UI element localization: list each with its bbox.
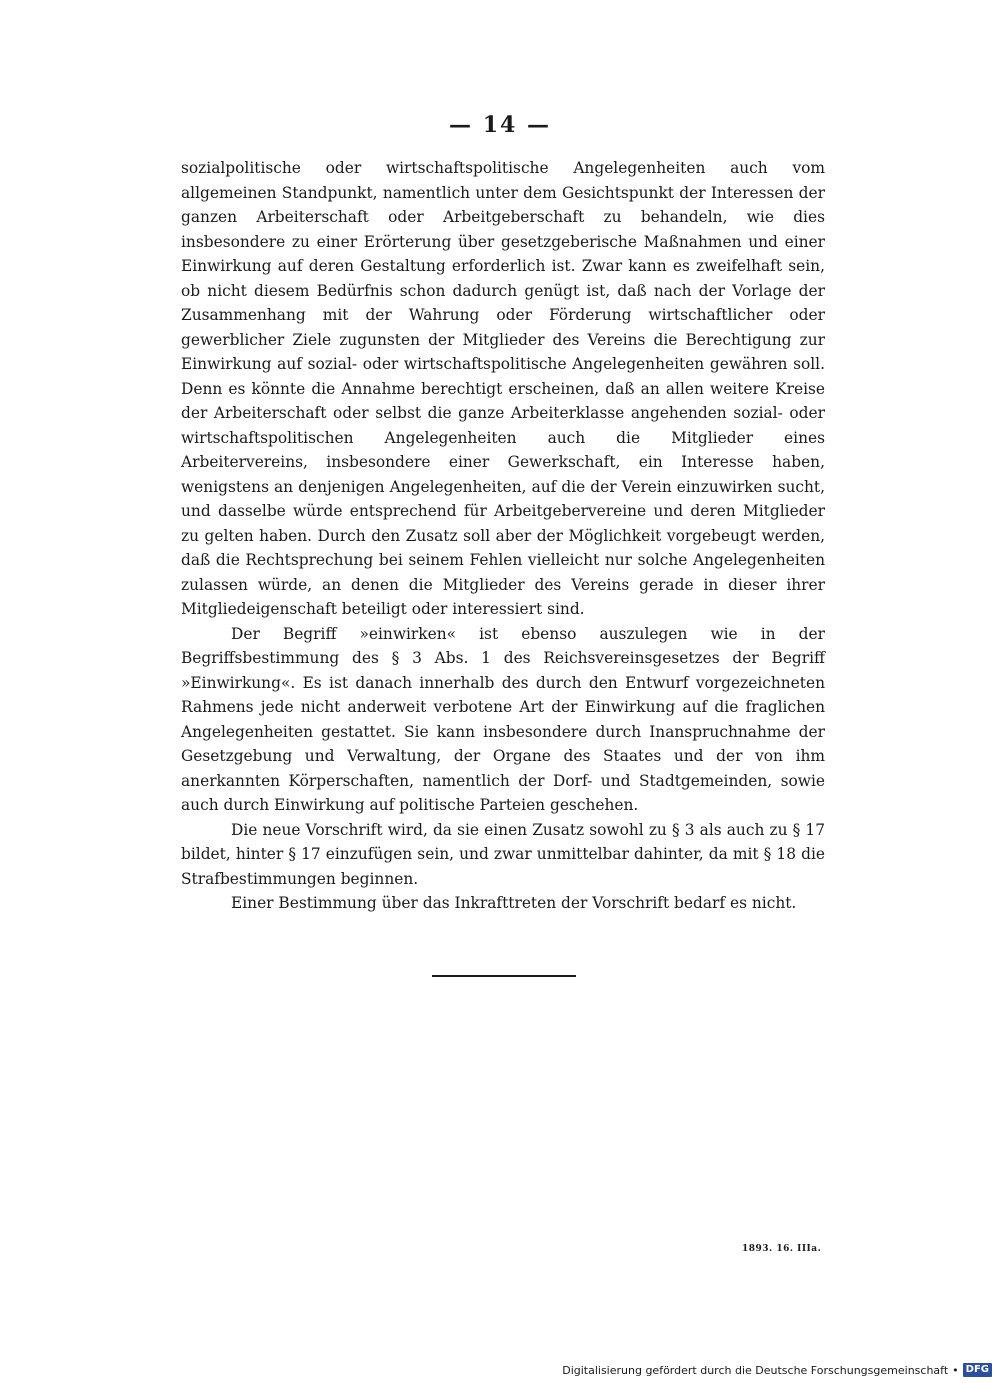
- footer-separator: •: [952, 1363, 959, 1377]
- print-code: 1893. 16. IIIa.: [742, 1244, 822, 1254]
- paragraph-2: Der Begriff »einwirken« ist ebenso auszulegen wie in der Begriffsbestimmung des § 3 Abs. 1 des Reichsvereinsgesetzes der Begriff »Einwirkung«. Es ist danach innerhalb des durch den Entwurf vorgezeichneten Rahmens jede nicht anderweit verbotene Art der Einwirkung auf die fraglichen Angelegenheiten gestattet. Sie kann insbesondere durch Inanspruchnahme der Gesetzgebung und Verwaltung, der Organe des Staates und der von ihm anerkannten Körperschaften, namentlich der Dorf- und Stadtgemeinden, sowie auch durch Einwirkung auf politische Parteien geschehen.: [181, 624, 825, 814]
- paragraph-1: sozialpolitische oder wirtschaftspolitische Angelegenheiten auch vom allgemeinen Standpunkt, namentlich unter dem Gesichtspunkt der Interessen der ganzen Arbeiterschaft oder Arbeitgeberschaft zu behandeln, wie dies insbesondere zu einer Erörterung über gesetzgeberische Maßnahmen und einer Einwirkung auf deren Gestaltung erforderlich ist. Zwar kann es zweifelhaft sein, ob nicht diesem Bedürfnis schon dadurch genügt ist, daß nach der Vorlage der Zusammenhang mit der Wahrung oder Förderung wirtschaftlicher oder gewerblicher Ziele zugunsten der Mitglieder des Vereins die Berechtigung zur Einwirkung auf sozial- oder wirtschaftspolitische Angelegenheiten gewähren soll. Denn es könnte die Annahme berechtigt erscheinen, daß an allen weitere Kreise der Arbeiterschaft oder selbst die ganze Arbeiterklasse angehenden sozial- oder wirtschaftspolitischen Angelegenheiten auch die Mitglieder eines Arbeitervereins, insbesondere einer Gewerkschaft, ein Interesse haben, wenigstens an denjenigen Angelegenheiten, auf die der Verein einzuwirken sucht, und dasselbe würde entsprechend für Arbeitgebervereine und deren Mitglieder zu gelten haben. Durch den Zusatz soll aber der Möglichkeit vorgebeugt werden, daß die Rechtsprechung bei seinem Fehlen vielleicht nur solche Angelegenheiten zulassen würde, an denen die Mitglieder des Vereins gerade in dieser ihrer Mitgliedeigenschaft beteiligt oder interessiert sind.: [181, 159, 825, 618]
- body-text: [181, 156, 825, 916]
- page-number: — 14 —: [449, 112, 551, 138]
- paragraph-4: Einer Bestimmung über das Inkrafttreten der Vorschrift bedarf es nicht.: [231, 894, 797, 912]
- dfg-logo-icon: DFG: [963, 1363, 992, 1377]
- closing-rule: [432, 975, 576, 977]
- paragraph-3: Die neue Vorschrift wird, da sie einen Zusatz sowohl zu § 3 als auch zu § 17 bildet, hinter § 17 einzufügen sein, und zwar unmittelbar dahinter, da mit § 18 die Strafbestimmungen beginnen.: [181, 820, 825, 888]
- footer-credit-text: Digitalisierung gefördert durch die Deutsche Forschungsgemeinschaft: [562, 1363, 949, 1377]
- digitization-footer: [562, 1363, 992, 1377]
